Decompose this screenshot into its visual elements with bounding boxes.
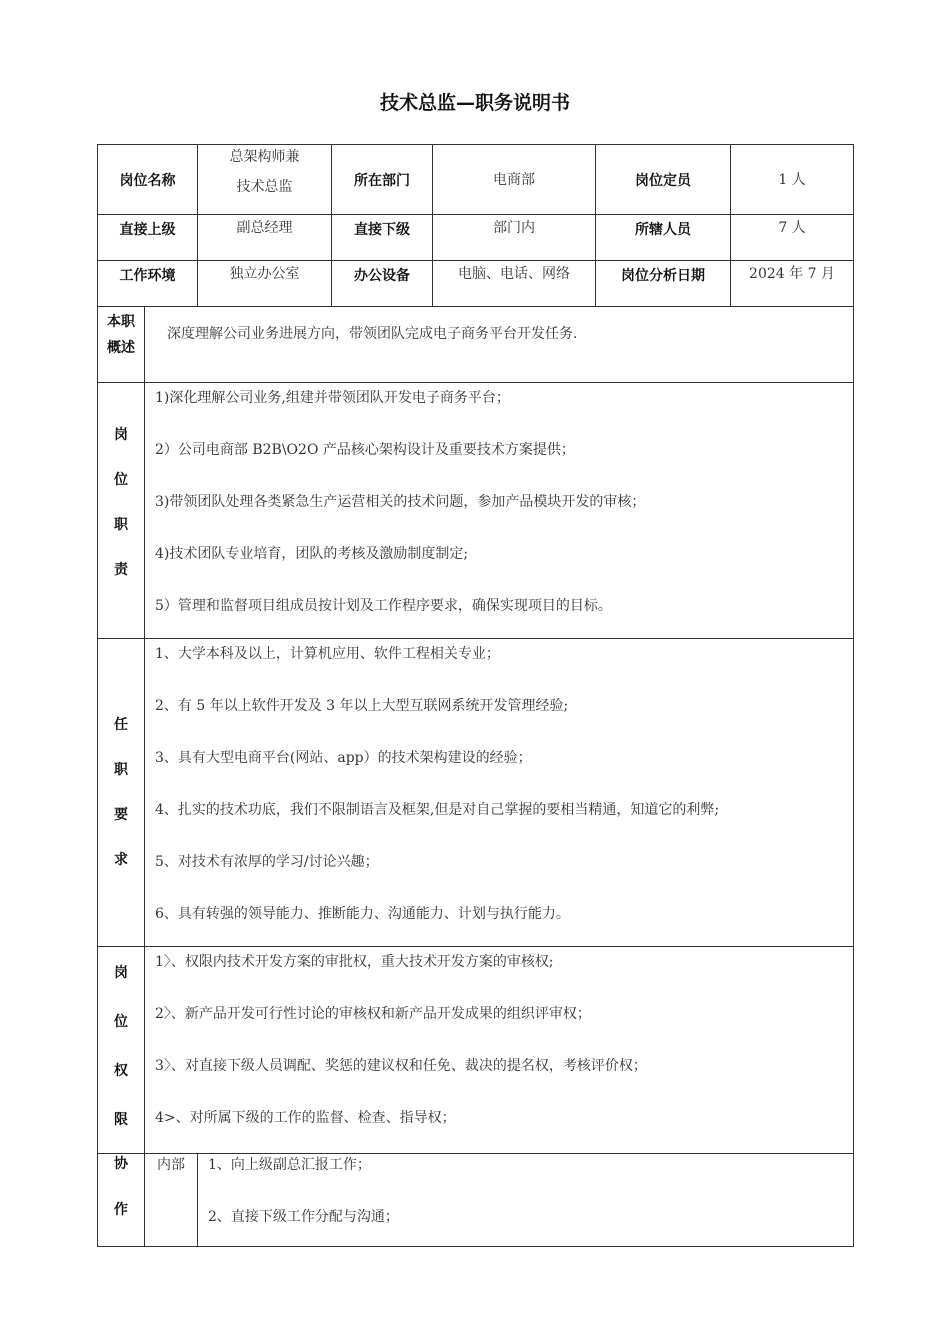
duties-label-char-3: 职 [114, 517, 128, 533]
label-direct-superior: 直接上级 [98, 215, 198, 261]
cooperation-item-1: 1、向上级副总汇报工作； [208, 1157, 371, 1173]
authority-item-2: 2〉、新产品开发可行性讨论的审核权和新产品开发成果的组织评审权； [155, 1006, 591, 1022]
cooperation-internal-label: 内部 [145, 1154, 198, 1247]
duty-item-4: 4)技术团队专业培育，团队的考核及激励制度制定; [155, 546, 469, 562]
label-analysis-date: 岗位分析日期 [596, 261, 731, 307]
duties-label-char-1: 岗 [114, 427, 128, 443]
label-direct-subordinate: 直接下级 [332, 215, 433, 261]
authority-label-char-3: 权 [114, 1063, 128, 1079]
summary-label-line1: 本职 [107, 314, 135, 330]
duties-row [98, 383, 854, 639]
value-department: 电商部 [433, 145, 596, 215]
requirements-label-char-1: 任 [114, 716, 128, 733]
requirements-label-char-3: 要 [114, 806, 128, 823]
value-position-name-line1: 总架构师兼 [229, 149, 300, 165]
authority-item-3: 3〉、对直接下级人员调配、奖惩的建议权和任免、裁决的提名权，考核评价权； [155, 1058, 647, 1074]
authority-label-char-4: 限 [114, 1112, 128, 1128]
value-direct-superior: 副总经理 [198, 215, 332, 261]
info-row-2 [98, 215, 854, 261]
cooperation-label-char-1: 协 [114, 1156, 128, 1172]
job-description-table [97, 144, 854, 1247]
summary-label-line2: 概述 [107, 340, 135, 356]
duty-item-2: 2）公司电商部 B2B\O2O 产品核心架构设计及重要技术方案提供； [155, 442, 575, 458]
authority-item-1: 1〉、权限内技术开发方案的审批权，重大技术开发方案的审核权; [155, 954, 554, 970]
summary-row [98, 307, 854, 383]
authority-item-4: 4>、对所属下级的工作的监督、检查、指导权； [155, 1110, 456, 1126]
requirement-item-4: 4、扎实的技术功底，我们不限制语言及框架,但是对自己掌握的要相当精通，知道它的利弊; [155, 802, 720, 818]
duty-item-1: 1)深化理解公司业务,组建并带领团队开发电子商务平台； [155, 390, 510, 406]
requirement-item-5: 5、对技术有浓厚的学习/讨论兴趣； [155, 854, 379, 870]
info-row-3 [98, 261, 854, 307]
value-direct-subordinate: 部门内 [433, 215, 596, 261]
requirements-label-char-4: 求 [114, 851, 128, 868]
duties-label-char-4: 责 [114, 562, 128, 578]
label-office-equipment: 办公设备 [332, 261, 433, 307]
duty-item-5: 5）管理和监督项目组成员按计划及工作程序要求，确保实现项目的目标。 [155, 598, 612, 614]
requirement-item-3: 3、具有大型电商平台(网站、app）的技术架构建设的经验； [155, 750, 532, 766]
duties-label [98, 383, 145, 639]
value-position-name [198, 145, 332, 215]
label-work-environment: 工作环境 [98, 261, 198, 307]
requirements-row [98, 639, 854, 947]
label-headcount: 岗位定员 [596, 145, 731, 215]
value-staff-count: 7 人 [731, 215, 854, 261]
cooperation-item-2: 2、直接下级工作分配与沟通； [208, 1209, 399, 1225]
requirements-list [145, 639, 854, 947]
authority-label-char-2: 位 [114, 1014, 128, 1030]
duty-item-3: 3)带领团队处理各类紧急生产运营相关的技术问题，参加产品模块开发的审核； [155, 494, 646, 510]
duties-list [145, 383, 854, 639]
cooperation-label [98, 1154, 145, 1247]
page-title: 技术总监—职务说明书 [379, 92, 570, 114]
requirements-label-char-2: 职 [114, 761, 128, 778]
authority-label [98, 947, 145, 1154]
summary-text: 深度理解公司业务进展方向，带领团队完成电子商务平台开发任务. [145, 307, 854, 383]
info-row-1 [98, 145, 854, 215]
requirement-item-1: 1、大学本科及以上，计算机应用、软件工程相关专业； [155, 646, 500, 662]
requirements-label [98, 639, 145, 947]
requirement-item-2: 2、有 5 年以上软件开发及 3 年以上大型互联网系统开发管理经验; [155, 698, 569, 714]
label-position-name: 岗位名称 [98, 145, 198, 215]
value-analysis-date: 2024 年 7 月 [731, 261, 854, 307]
value-position-name-line2: 技术总监 [236, 179, 293, 195]
authority-label-char-1: 岗 [114, 965, 128, 981]
value-work-environment: 独立办公室 [198, 261, 332, 307]
authority-row [98, 947, 854, 1154]
authority-list [145, 947, 854, 1154]
requirement-item-6: 6、具有转强的领导能力、推断能力、沟通能力、计划与执行能力。 [155, 906, 570, 922]
value-office-equipment: 电脑、电话、网络 [433, 261, 596, 307]
label-staff-count: 所辖人员 [596, 215, 731, 261]
cooperation-row [98, 1154, 854, 1247]
summary-label [98, 307, 145, 383]
cooperation-list [198, 1154, 854, 1247]
duties-label-char-2: 位 [114, 472, 128, 488]
value-headcount: 1 人 [731, 145, 854, 215]
cooperation-label-char-2: 作 [114, 1202, 128, 1218]
label-department: 所在部门 [332, 145, 433, 215]
